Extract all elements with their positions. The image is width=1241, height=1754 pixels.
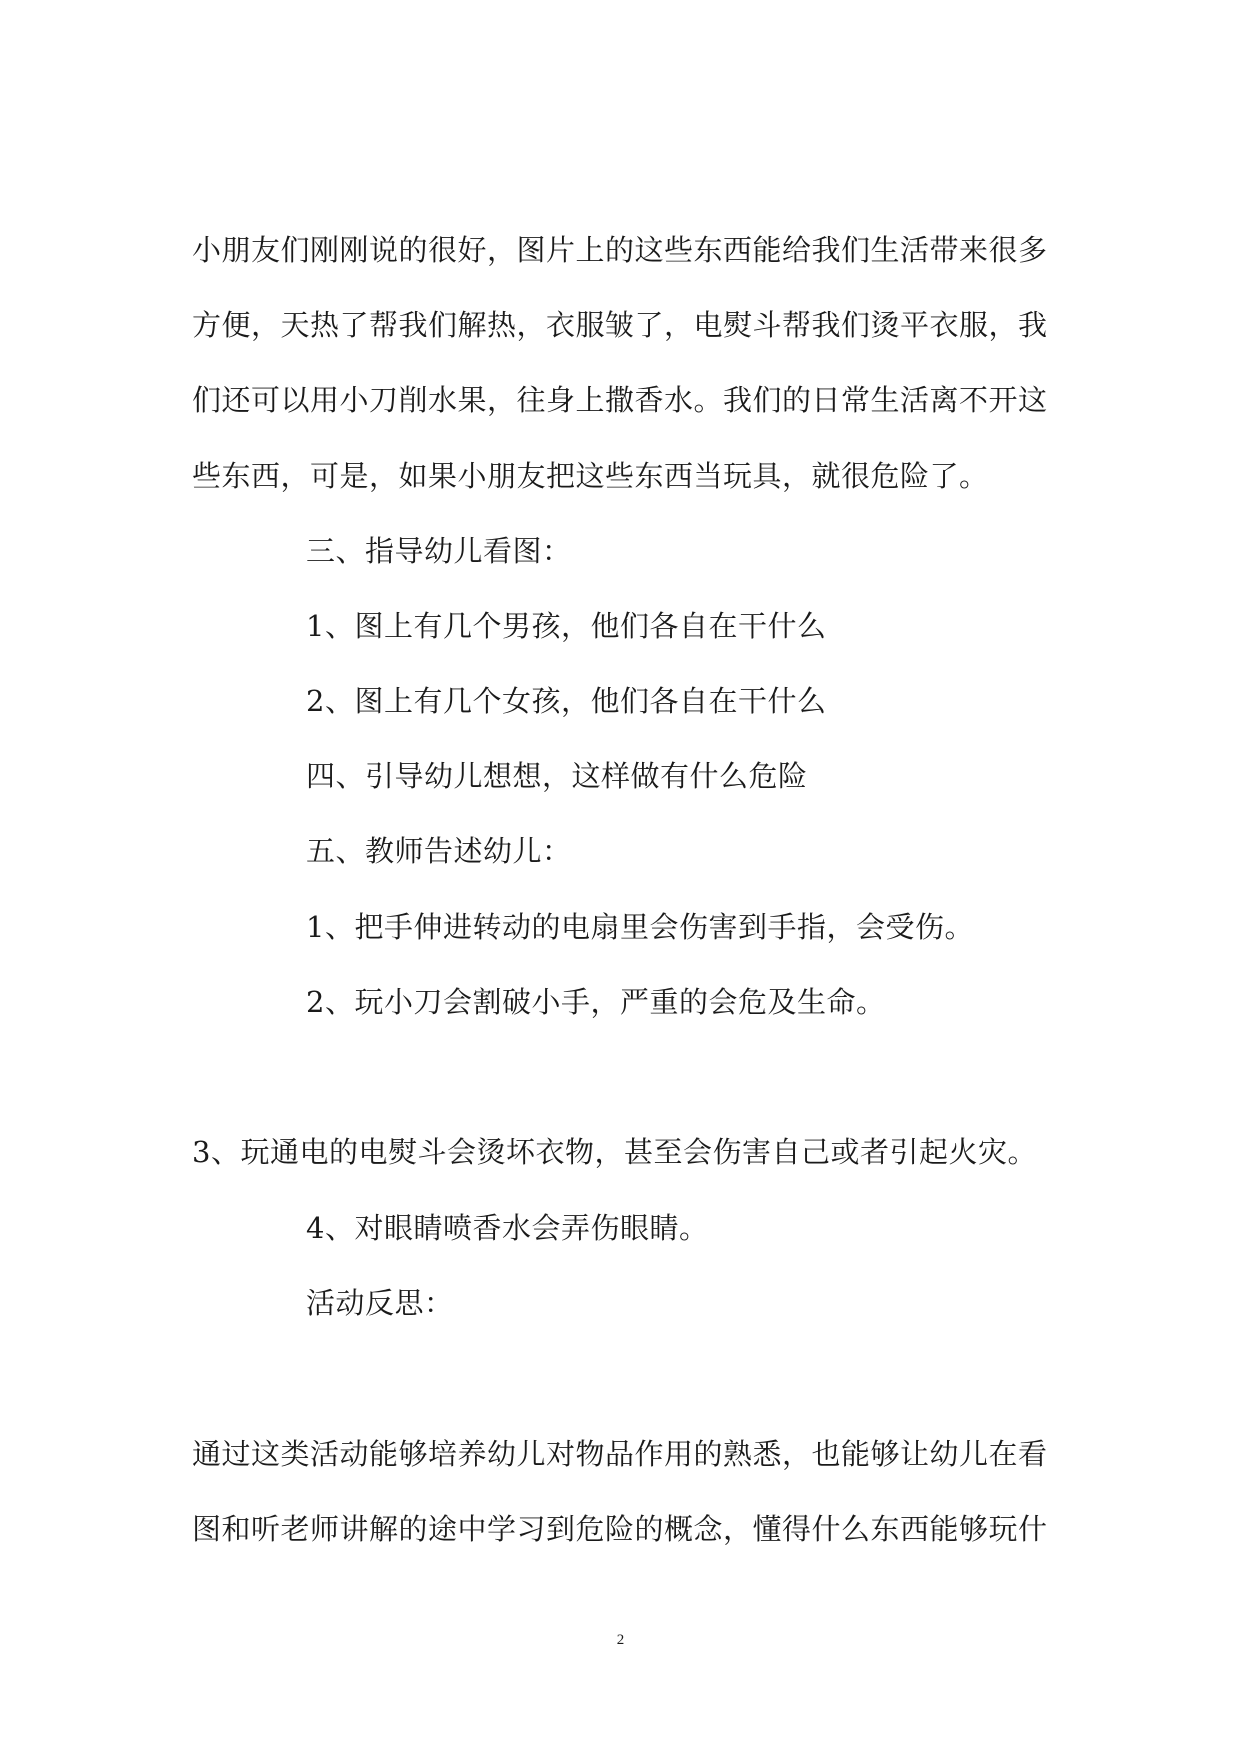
section-heading: 四、引导幼儿想想，这样做有什么危险 — [306, 759, 808, 793]
paragraph-line: 们还可以用小刀削水果，往身上撒香水。我们的日常生活离不开这 — [192, 383, 1048, 417]
list-item: 3、玩通电的电熨斗会烫坏衣物，甚至会伤害自己或者引起火灾。 — [192, 1135, 1037, 1169]
page-number: 2 — [616, 1632, 625, 1648]
list-item: 2、玩小刀会割破小手，严重的会危及生命。 — [306, 985, 886, 1019]
section-heading: 活动反思： — [306, 1286, 454, 1320]
section-heading: 五、教师告述幼儿： — [306, 834, 572, 868]
section-heading: 三、指导幼儿看图： — [306, 534, 572, 568]
paragraph-line: 些东西，可是，如果小朋友把这些东西当玩具，就很危险了。 — [192, 459, 989, 493]
paragraph-line: 图和听老师讲解的途中学习到危险的概念，懂得什么东西能够玩什 — [192, 1512, 1048, 1546]
list-item: 1、把手伸进转动的电扇里会伤害到手指，会受伤。 — [306, 910, 974, 944]
paragraph-line: 通过这类活动能够培养幼儿对物品作用的熟悉，也能够让幼儿在看 — [192, 1437, 1048, 1471]
list-item: 4、对眼睛喷香水会弄伤眼睛。 — [306, 1211, 709, 1245]
paragraph-line: 方便，天热了帮我们解热，衣服皱了，电熨斗帮我们烫平衣服，我 — [192, 308, 1048, 342]
paragraph-line: 小朋友们刚刚说的很好，图片上的这些东西能给我们生活带来很多 — [192, 233, 1048, 267]
list-item: 1、图上有几个男孩，他们各自在干什么 — [306, 609, 827, 643]
list-item: 2、图上有几个女孩，他们各自在干什么 — [306, 684, 827, 718]
